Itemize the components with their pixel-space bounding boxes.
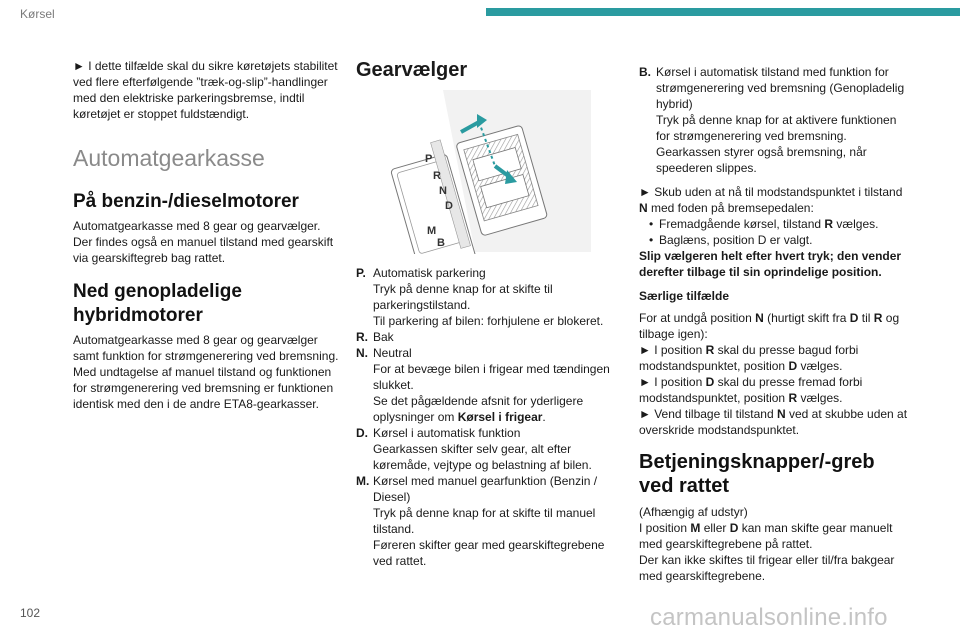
heading-automatgearkasse: Automatgearkasse	[73, 145, 265, 171]
item-value	[373, 345, 618, 425]
release-instruction	[639, 248, 909, 280]
text-fragment: R	[705, 343, 715, 357]
text-fragment: N	[639, 201, 648, 215]
item-line: Gearkassen styrer også bremsning, når speederen slippes.	[656, 145, 867, 175]
heading-petrol-diesel: På benzin-/dieselmotorer	[73, 191, 299, 212]
text-fragment: (hurtigt skift fra	[763, 311, 850, 325]
text-fragment: R	[788, 391, 798, 405]
heading-steering-controls: Betjeningsknapper/-greb ved rattet	[639, 451, 875, 497]
see-prefix: Se det pågældende afsnit for yderligere oplysninger om	[373, 394, 584, 424]
item-value	[373, 425, 618, 473]
step-3	[639, 406, 909, 438]
text-fragment: Baglæns, position D er valgt.	[659, 233, 813, 247]
item-n	[356, 345, 618, 425]
bullet-forward: • Fremadgående kørsel, tilstand R vælges.	[649, 217, 879, 231]
column-1	[73, 58, 343, 412]
item-line: Automatisk parkering	[373, 266, 486, 280]
illus-letter-m: M	[427, 225, 437, 237]
item-line: Til parkering af bilen: forhjulene er blokeret.	[373, 314, 604, 328]
item-r	[356, 329, 618, 345]
item-line: Tryk på denne knap for at skifte til parkeringstilstand.	[373, 282, 553, 312]
item-p	[356, 265, 618, 329]
petrol-text-1: Automatgearkasse med 8 gear og gearvælger.	[73, 219, 321, 233]
item-line: Tryk på denne knap for at aktivere funktionen for strømgenerering ved bremsning.	[656, 113, 897, 143]
push-instruction	[639, 184, 909, 216]
column-2	[356, 58, 618, 82]
item-line: Kørsel i automatisk tilstand med funktion for strømgenerering ved bremsning (Genopladelig hybrid)	[656, 65, 905, 111]
text-fragment: D	[705, 375, 715, 389]
text-fragment: D	[788, 359, 798, 373]
text-fragment: ► Skub uden at nå til modstandspunktet i tilstand	[639, 185, 903, 199]
text-fragment: til	[858, 311, 874, 325]
text-fragment: I position	[639, 521, 691, 535]
text-fragment: For at undgå position	[639, 311, 756, 325]
text-fragment: Slip vælgeren helt efter hvert tryk; den vender derefter tilbage til sin oprindelige position.	[639, 249, 902, 279]
controls-optional: (Afhængig af udstyr)	[639, 505, 748, 519]
text-fragment: og tilbage igen):	[639, 311, 900, 341]
item-key: M.	[356, 474, 370, 488]
item-value	[373, 473, 618, 569]
item-value	[656, 64, 909, 176]
item-b	[639, 64, 909, 176]
controls-text-2: Der kan ikke skiftes til frigear eller til/fra bakgear med gearskiftegrebene.	[639, 553, 895, 583]
text-fragment: med foden på bremsepedalen:	[647, 201, 814, 215]
item-value	[373, 329, 618, 345]
item-line: Kørsel med manuel gearfunktion (Benzin / Diesel)	[373, 474, 598, 504]
special-intro	[639, 310, 909, 342]
text-fragment: ► I position	[639, 343, 706, 357]
item-line: Føreren skifter gear med gearskiftegrebene ved rattet.	[373, 538, 605, 568]
header-accent-bar	[486, 8, 960, 16]
step-2	[639, 374, 909, 406]
text-fragment: D	[729, 521, 739, 535]
item-key: N.	[356, 346, 368, 360]
page-number: 102	[20, 606, 41, 620]
item-line: Kørsel i automatisk funktion	[373, 426, 521, 440]
text-fragment: N	[776, 407, 786, 421]
text-fragment: ved at skubbe uden at overskride modstandspunktet.	[639, 407, 908, 437]
bullet-backward: • Baglæns, position D er valgt.	[649, 233, 813, 247]
item-key: P.	[356, 266, 366, 280]
text-fragment: vælges.	[833, 217, 879, 231]
text-fragment: vælges.	[797, 359, 843, 373]
item-line: Gearkassen skifter selv gear, alt efter køremåde, vejtype og belastning af bilen.	[373, 442, 592, 472]
illus-letter-n: N	[439, 185, 447, 197]
column-2-list	[356, 265, 618, 569]
illus-letter-d: D	[445, 200, 453, 212]
see-suffix: .	[542, 410, 546, 424]
step-1	[639, 342, 909, 374]
text-fragment: ► Vend tilbage til tilstand	[639, 407, 777, 421]
illus-letter-r: R	[433, 170, 441, 182]
petrol-text-2: Der findes også en manuel tilstand med gearskift via gearskiftegreb bag rattet.	[73, 235, 334, 265]
hybrid-text-1: Automatgearkasse med 8 gear og gearvælger samt funktion for strømgenerering ved bremsning.	[73, 333, 339, 363]
text-fragment: N	[755, 311, 764, 325]
item-key: D.	[356, 426, 368, 440]
text-fragment: kan man skifte gear manuelt med gearskiftegrebene på rattet.	[639, 521, 893, 551]
text-fragment: R	[824, 217, 834, 231]
item-line: Neutral	[373, 346, 412, 360]
heading-gearvaelger: Gearvælger	[356, 59, 468, 81]
item-d	[356, 425, 618, 473]
running-header: Kørsel	[20, 7, 55, 21]
gear-selector-illustration	[383, 88, 595, 254]
text-fragment: vælges.	[797, 391, 843, 405]
item-line	[373, 393, 618, 425]
item-key: R.	[356, 330, 368, 344]
illus-letter-p: P	[425, 153, 433, 165]
hybrid-text-2: Med undtagelse af manuel tilstand og funktionen for strømgenerering ved bremsning er funktionen identisk med den i de andre ETA8-gearkasser.	[73, 365, 334, 411]
text-fragment: skal du presse bagud forbi modstandspunktet, position	[639, 343, 859, 373]
text-fragment: skal du presse fremad forbi modstandspunktet, position	[639, 375, 863, 405]
column-3	[639, 64, 909, 584]
item-key: B.	[639, 65, 651, 79]
text-fragment: D	[849, 311, 859, 325]
see-link-text: Kørsel i frigear	[457, 410, 543, 424]
item-m	[356, 473, 618, 569]
heading-special-cases: Særlige tilfælde	[639, 289, 730, 303]
watermark: carmanualsonline.info	[650, 604, 888, 631]
item-value	[373, 265, 618, 329]
text-fragment: R	[873, 311, 883, 325]
item-line: Tryk på denne knap for at skifte til manuel tilstand.	[373, 506, 596, 536]
intro-paragraph: ► I dette tilfælde skal du sikre køretøjets stabilitet ved flere efterfølgende ”træk-og-slip”-handlinger med den elektriske parkeringsbremse, indtil køretøjet er stoppet fuldstændigt.	[73, 59, 338, 121]
text-fragment: ► I position	[639, 375, 706, 389]
text-fragment: Fremadgående kørsel, tilstand	[659, 217, 825, 231]
heading-hybrid: Ned genopladelige hybridmotorer	[73, 281, 242, 326]
item-line: Bak	[373, 330, 394, 344]
controls-text-1	[639, 520, 909, 552]
illus-letter-b: B	[437, 237, 445, 249]
text-fragment: M	[690, 521, 701, 535]
text-fragment: eller	[700, 521, 730, 535]
item-line: For at bevæge bilen i frigear med tændingen slukket.	[373, 362, 610, 392]
